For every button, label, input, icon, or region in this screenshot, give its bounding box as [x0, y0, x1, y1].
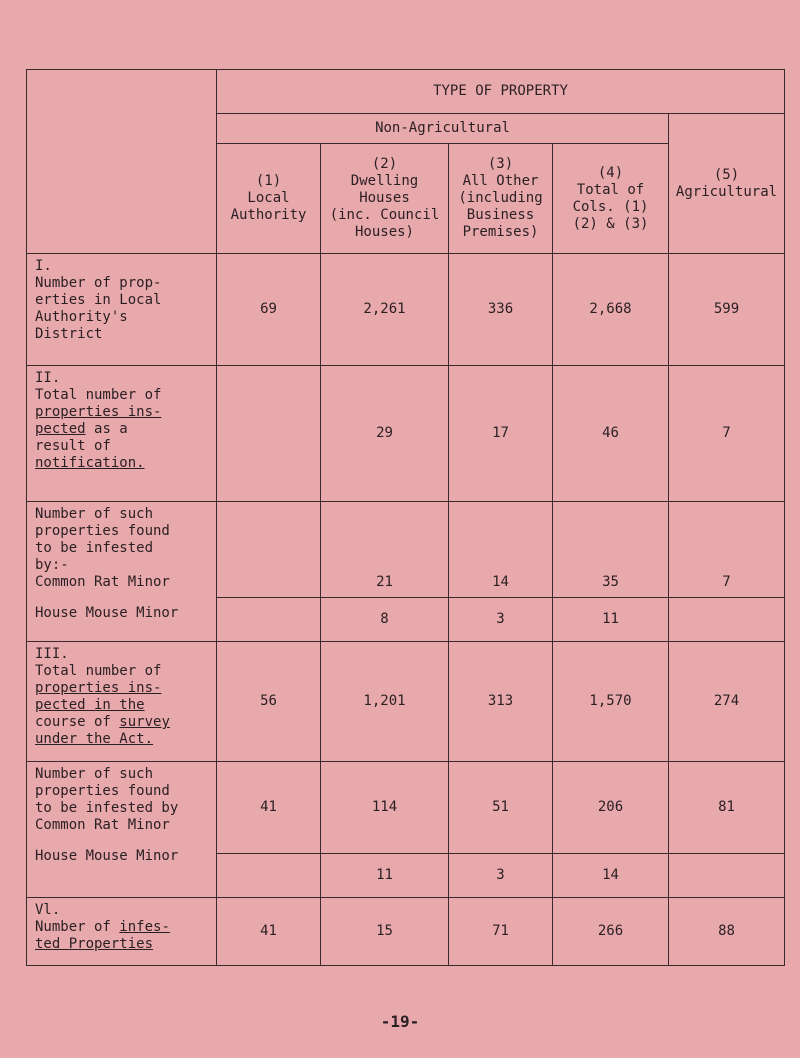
table-row [27, 502, 785, 598]
table-cell: 266 [553, 898, 669, 966]
col4-heading: (4) Total of Cols. (1) (2) & (3) [553, 144, 669, 254]
table-cell: 21 [321, 502, 449, 598]
row-label: I. Number of prop- erties in Local Authority's District [27, 254, 217, 366]
col2-heading: (2) Dwelling Houses (inc. Council Houses) [321, 144, 449, 254]
table-cell [669, 598, 785, 642]
table-cell: 14 [553, 854, 669, 898]
page-number: -19- [380, 1012, 420, 1031]
table-cell: 7 [669, 366, 785, 502]
table-cell: 1,201 [321, 642, 449, 762]
table-cell: 81 [669, 762, 785, 854]
table-cell: 8 [321, 598, 449, 642]
table-cell: 46 [553, 366, 669, 502]
table-cell: 313 [449, 642, 553, 762]
table-cell: 3 [449, 854, 553, 898]
table-cell: 1,570 [553, 642, 669, 762]
table-cell: 17 [449, 366, 553, 502]
table-cell: 15 [321, 898, 449, 966]
row-label: III. Total number of properties ins- pected in the course of survey under the Act. [27, 642, 217, 762]
table-cell [217, 854, 321, 898]
table-cell: 599 [669, 254, 785, 366]
table-cell: 2,261 [321, 254, 449, 366]
row-label: Number of such properties found to be infested by Common Rat Minor House Mouse Minor [27, 762, 217, 898]
table-cell [217, 366, 321, 502]
row-label: Vl. Number of infes- ted Properties [27, 898, 217, 966]
table-row [27, 762, 785, 854]
non-agricultural-heading: Non-Agricultural [217, 114, 669, 144]
table-cell: 11 [321, 854, 449, 898]
col5-heading: (5) Agricultural [669, 114, 785, 254]
table-row [27, 642, 785, 762]
table-cell: 56 [217, 642, 321, 762]
table-cell: 11 [553, 598, 669, 642]
table-cell [217, 598, 321, 642]
table-row [27, 898, 785, 966]
table-cell: 2,668 [553, 254, 669, 366]
table-cell: 41 [217, 898, 321, 966]
rodent-control-table [26, 69, 785, 966]
table-cell: 51 [449, 762, 553, 854]
table-cell: 71 [449, 898, 553, 966]
table-cell: 41 [217, 762, 321, 854]
corner-cell [27, 70, 217, 254]
col1-heading: (1) Local Authority [217, 144, 321, 254]
table-cell: 88 [669, 898, 785, 966]
table-row [27, 366, 785, 502]
table-cell: 14 [449, 502, 553, 598]
table-cell: 69 [217, 254, 321, 366]
table-cell: 3 [449, 598, 553, 642]
table-cell: 29 [321, 366, 449, 502]
table-cell [217, 502, 321, 598]
table-cell [669, 854, 785, 898]
table-cell: 35 [553, 502, 669, 598]
table-row [27, 254, 785, 366]
type-of-property-heading: TYPE OF PROPERTY [217, 70, 785, 114]
row-label: Number of such properties found to be infested by:- Common Rat Minor House Mouse Minor [27, 502, 217, 642]
table-cell: 7 [669, 502, 785, 598]
table-cell: 274 [669, 642, 785, 762]
table-cell: 206 [553, 762, 669, 854]
row-label: II. Total number of properties ins- pected as a result of notification. [27, 366, 217, 502]
table-cell: 114 [321, 762, 449, 854]
col3-heading: (3) All Other (including Business Premises) [449, 144, 553, 254]
table-cell: 336 [449, 254, 553, 366]
